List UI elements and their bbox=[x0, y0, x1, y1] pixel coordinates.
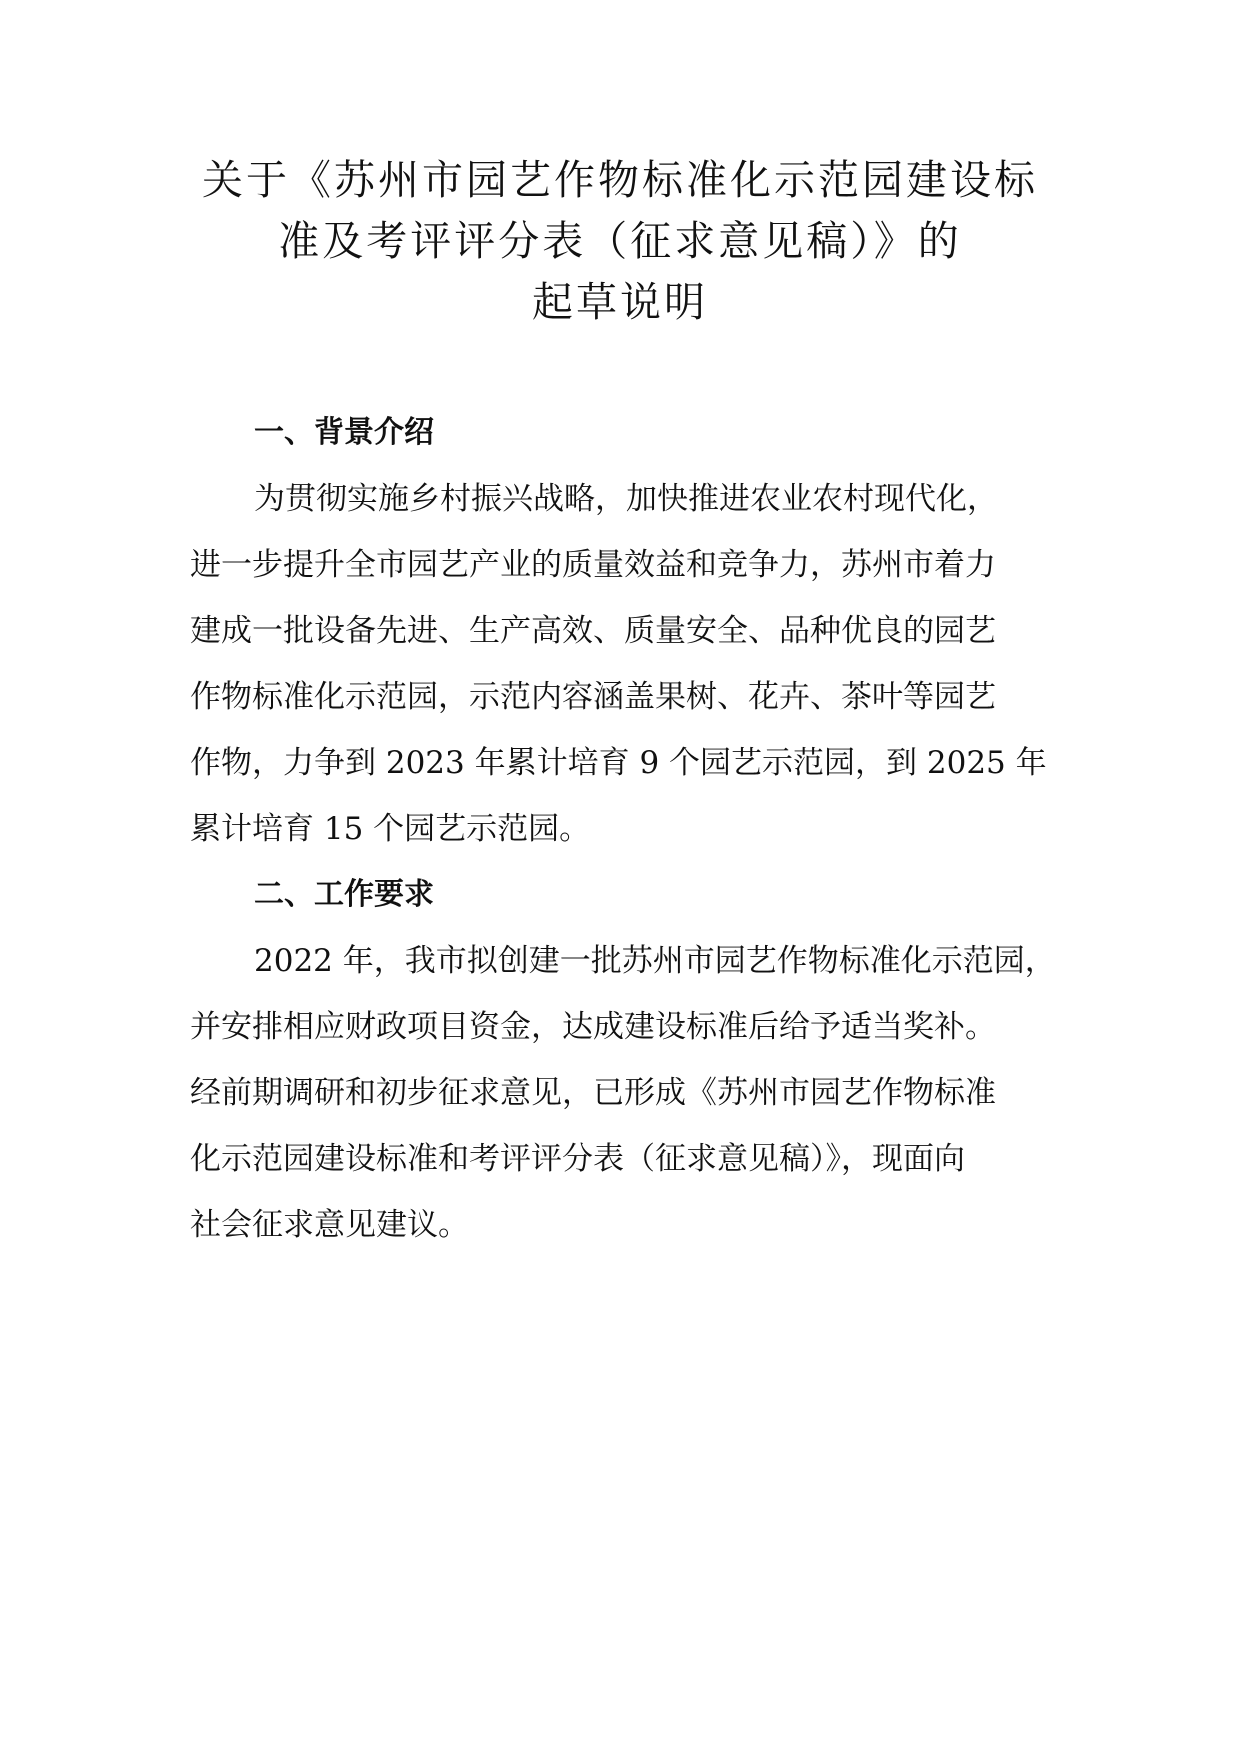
paragraph-line: 2022 年，我市拟创建一批苏州市园艺作物标准化示范园， bbox=[254, 943, 1056, 979]
section-heading-requirements: 二、工作要求 bbox=[254, 877, 434, 912]
paragraph-line: 并安排相应财政项目资金，达成建设标准后给予适当奖补。 bbox=[190, 1009, 996, 1045]
title-line-3: 起草说明 bbox=[532, 278, 708, 326]
document-title bbox=[140, 150, 1100, 333]
paragraph-line: 累计培育 15 个园艺示范园。 bbox=[190, 811, 591, 847]
paragraph-line: 作物标准化示范园，示范内容涵盖果树、花卉、茶叶等园艺 bbox=[190, 679, 996, 715]
paragraph-line: 经前期调研和初步征求意见，已形成《苏州市园艺作物标准 bbox=[190, 1075, 996, 1111]
paragraph-line: 进一步提升全市园艺产业的质量效益和竞争力，苏州市着力 bbox=[190, 547, 996, 583]
title-line-1: 关于《苏州市园艺作物标准化示范园建设标 bbox=[202, 156, 1038, 204]
paragraph-line: 社会征求意见建议。 bbox=[190, 1207, 469, 1243]
section-heading-background: 一、背景介绍 bbox=[254, 415, 434, 450]
paragraph-line: 建成一批设备先进、生产高效、质量安全、品种优良的园艺 bbox=[190, 613, 996, 649]
paragraph-line: 化示范园建设标准和考评评分表（征求意见稿）》，现面向 bbox=[190, 1141, 965, 1177]
paragraph-line: 为贯彻实施乡村振兴战略，加快推进农业农村现代化， bbox=[254, 481, 998, 517]
title-line-2: 准及考评评分表（征求意见稿）》的 bbox=[278, 217, 962, 265]
document-body bbox=[190, 400, 1056, 1258]
paragraph-line: 作物，力争到 2023 年累计培育 9 个园艺示范园，到 2025 年 bbox=[190, 745, 1047, 781]
